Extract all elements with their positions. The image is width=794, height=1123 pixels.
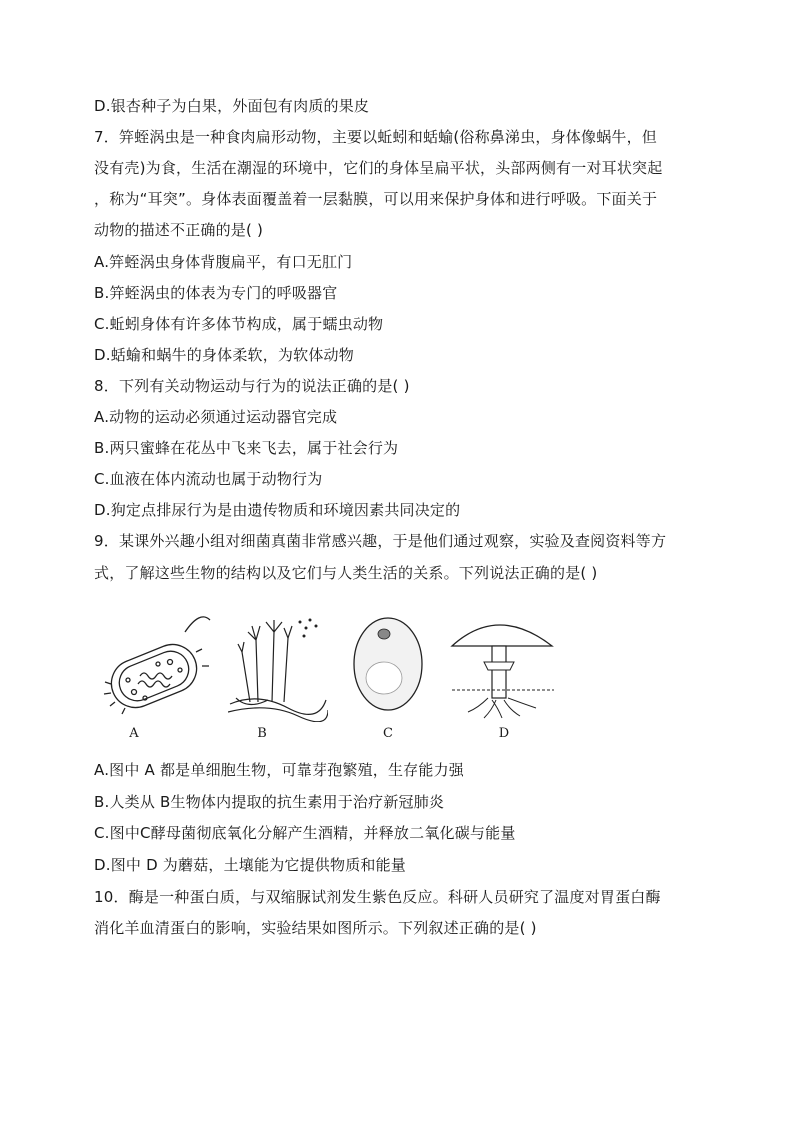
option-d: D.狗定点排尿行为是由遗传物质和环境因素共同决定的 [94,501,461,519]
option-b: B.两只蜜蜂在花丛中飞来飞去，属于社会行为 [94,439,399,457]
figure-label-b: B [257,726,267,741]
option-b: B.笄蛭涡虫的体表为专门的呼吸器官 [94,284,338,302]
option-c: C.图中C酵母菌彻底氧化分解产生酒精，并释放二氧化碳与能量 [94,824,516,842]
option-a: A.图中 A 都是单细胞生物，可靠芽孢繁殖，生存能力强 [94,761,464,779]
question-10-stem: 10．酶是一种蛋白质，与双缩脲试剂发生紫色反应。科研人员研究了温度对胃蛋白酶 [94,888,661,906]
figure-label-d: D [498,726,510,741]
text-line: 动物的描述不正确的是( ) [94,221,264,239]
figure-label-c: C [383,726,393,741]
figure-label-a: A [129,726,139,741]
text-line: ，称为“耳突”。身体表面覆盖着一层黏膜，可以用来保护身体和进行呼吸。下面关于 [94,190,658,208]
option-d: D.蛞蝓和蜗牛的身体柔软，为软体动物 [94,346,354,364]
text-line: 式，了解这些生物的结构以及它们与人类生活的关系。下列说法正确的是( ) [94,564,598,582]
question-9-stem: 9．某课外兴趣小组对细菌真菌非常感兴趣，于是他们通过观察，实验及查阅资料等方 [94,532,667,550]
mold-illustration [228,612,328,722]
text-line: 没有壳)为食，生活在潮湿的环境中，它们的身体呈扁平状，头部两侧有一对耳状突起 [94,159,663,177]
option-c: C.血液在体内流动也属于动物行为 [94,470,323,488]
option-d: D.图中 D 为蘑菇，土壤能为它提供物质和能量 [94,856,407,874]
bacterium-illustration [100,612,215,722]
option-a: A.动物的运动必须通过运动器官完成 [94,408,338,426]
option-a: A.笄蛭涡虫身体背腹扁平，有口无肛门 [94,253,353,271]
option-b: B.人类从 B生物体内提取的抗生素用于治疗新冠肺炎 [94,793,445,811]
question-7-stem: 7．笄蛭涡虫是一种食肉扁形动物，主要以蚯蚓和蛞蝓(俗称鼻涕虫，身体像蜗牛，但 [94,128,657,146]
text-line: 消化羊血清蛋白的影响，实验结果如图所示。下列叙述正确的是( ) [94,919,537,937]
mushroom-illustration [448,612,558,722]
yeast-cell-illustration [348,612,428,722]
text-line: D.银杏种子为白果，外面包有肉质的果皮 [94,97,370,115]
question-8-stem: 8．下列有关动物运动与行为的说法正确的是( ) [94,377,410,395]
organism-figure [100,612,560,752]
option-c: C.蚯蚓身体有许多体节构成，属于蠕虫动物 [94,315,384,333]
